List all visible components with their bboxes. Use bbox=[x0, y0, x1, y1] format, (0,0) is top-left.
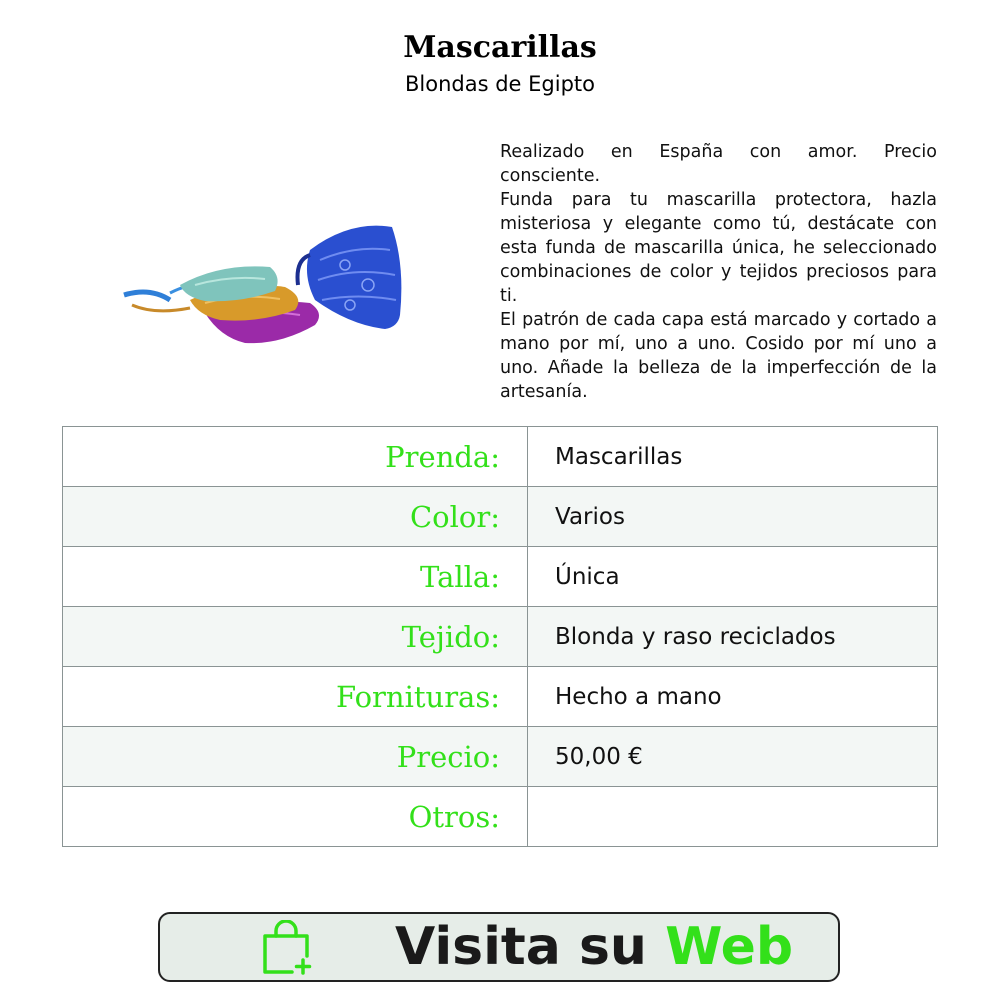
product-description bbox=[500, 140, 937, 404]
spec-value: Hecho a mano bbox=[528, 667, 938, 727]
table-row bbox=[63, 547, 938, 607]
spec-value: Blonda y raso reciclados bbox=[528, 607, 938, 667]
spec-value: Mascarillas bbox=[528, 427, 938, 487]
spec-label: Tejido: bbox=[63, 607, 528, 667]
spec-label: Otros: bbox=[63, 787, 528, 847]
spec-label: Color: bbox=[63, 487, 528, 547]
spec-value: 50,00 € bbox=[528, 727, 938, 787]
spec-value bbox=[528, 787, 938, 847]
spec-label: Precio: bbox=[63, 727, 528, 787]
table-row bbox=[63, 607, 938, 667]
spec-value: Varios bbox=[528, 487, 938, 547]
shopping-bag-plus-icon bbox=[260, 920, 312, 976]
table-row bbox=[63, 487, 938, 547]
spec-label: Talla: bbox=[63, 547, 528, 607]
spec-label: Prenda: bbox=[63, 427, 528, 487]
page-subtitle: Blondas de Egipto bbox=[405, 72, 595, 96]
description-paragraph: Realizado en España con amor. Precio consciente. bbox=[500, 142, 937, 186]
table-row bbox=[63, 427, 938, 487]
visit-web-text: Visita su bbox=[395, 917, 647, 977]
product-image bbox=[110, 205, 410, 355]
description-paragraph: El patrón de cada capa está marcado y cortado a mano por mí, uno a uno. Cosido por mí uno a uno. Añade la belleza de la imperfección de la artesanía. bbox=[500, 310, 937, 402]
table-row bbox=[63, 667, 938, 727]
visit-web-label bbox=[395, 914, 793, 980]
description-paragraph: Funda para tu mascarilla protectora, hazla misteriosa y elegante como tú, destácate con esta funda de mascarilla única, he seleccionado combinaciones de color y tejidos preciosos para ti. bbox=[500, 190, 937, 306]
spec-value: Única bbox=[528, 547, 938, 607]
spec-table bbox=[62, 426, 938, 847]
visit-web-button[interactable] bbox=[158, 912, 840, 982]
spec-label: Fornituras: bbox=[63, 667, 528, 727]
table-row bbox=[63, 787, 938, 847]
page-title: Mascarillas bbox=[403, 30, 597, 65]
visit-web-accent: Web bbox=[665, 917, 794, 977]
table-row bbox=[63, 727, 938, 787]
